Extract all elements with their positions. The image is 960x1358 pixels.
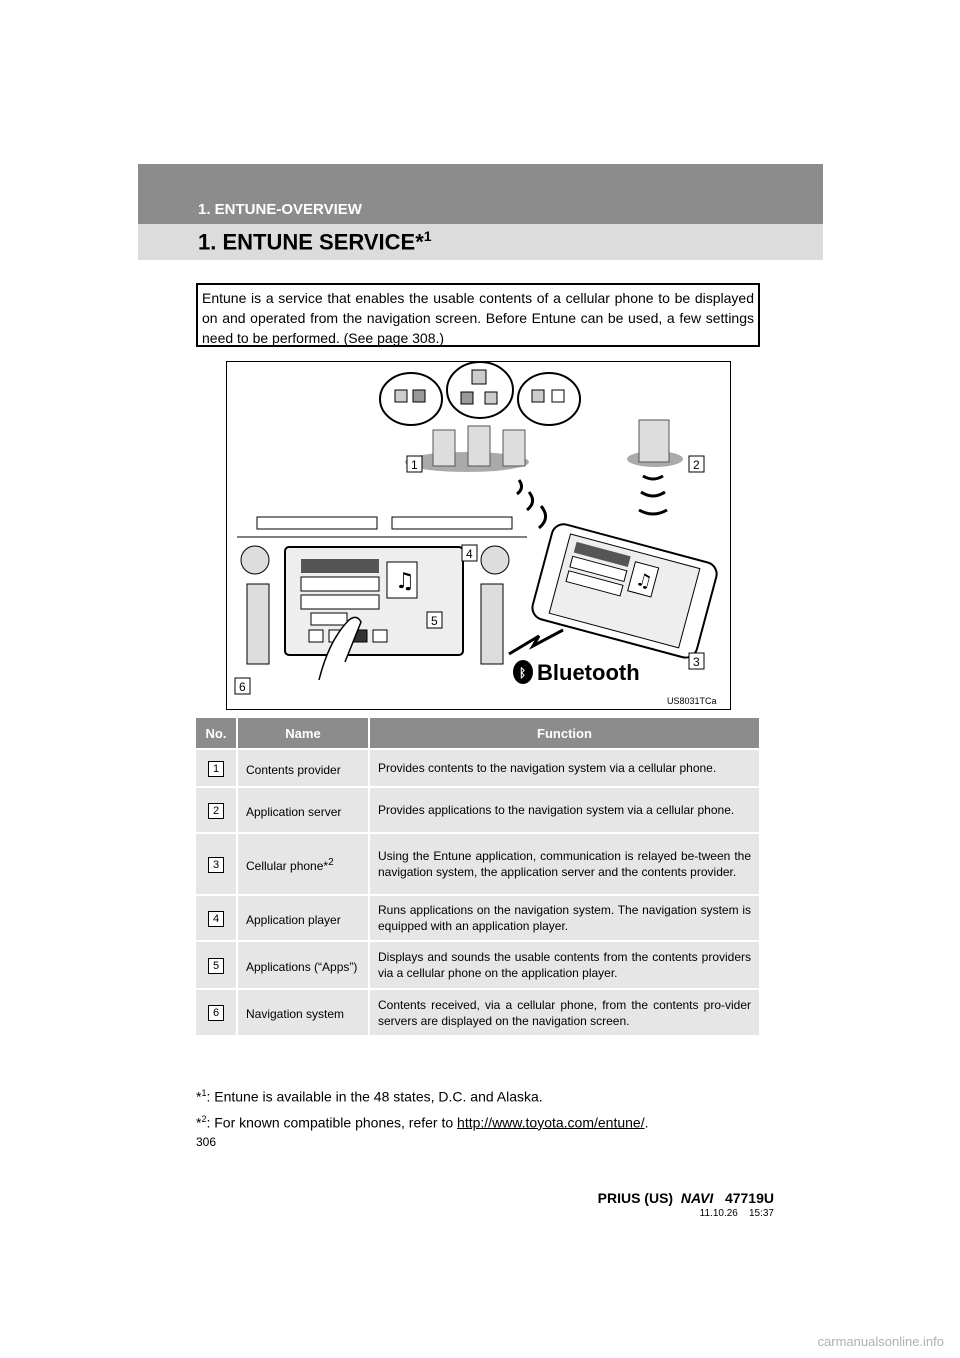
page-title-bar	[138, 224, 823, 260]
illustration-svg	[227, 362, 730, 709]
row-function: Runs applications on the navigation system. The navigation system is equipped with an application player.	[369, 895, 759, 941]
callout-4: 4	[466, 547, 473, 561]
page-title: 1. ENTUNE SERVICE*$^1$	[198, 228, 432, 255]
intro-box: Entune is a service that enables the usable contents of a cellular phone to be displayed on and operated from the navigation screen. Before Entune can be used, a few settings need to be performed. (See page 308.)	[196, 283, 760, 347]
row-name: Navigation system	[237, 989, 369, 1035]
function-table	[196, 718, 759, 1035]
row-function: Contents received, via a cellular phone, from the contents pro-vider servers are displayed on the navigation screen.	[369, 989, 759, 1035]
row-number: 4	[208, 911, 224, 927]
signal-waves	[517, 476, 667, 528]
page-number: 306	[196, 1135, 217, 1149]
section-header-bar	[138, 164, 823, 224]
callout-5: 5	[431, 614, 438, 628]
table-row	[196, 787, 759, 833]
table-row	[196, 989, 759, 1035]
content-bubbles	[380, 362, 580, 425]
application-server-building	[627, 420, 683, 467]
row-name: Cellular phone*$^2$	[237, 833, 369, 895]
footnote-2: *$^2$: For known compatible phones, refer to http://www.toyota.com/entune/.	[196, 1113, 649, 1131]
table-row	[196, 833, 759, 895]
header-no: No.	[196, 718, 237, 749]
contents-provider-buildings	[405, 426, 529, 472]
footer-date: 11.10.26 15:37	[699, 1208, 774, 1219]
row-name: Application server	[237, 787, 369, 833]
table-row	[196, 749, 759, 787]
row-name: Applications (“Apps”)	[237, 941, 369, 989]
header-name: Name	[237, 718, 369, 749]
cellular-phone	[530, 522, 720, 661]
row-number: 1	[208, 761, 224, 777]
row-number: 6	[208, 1005, 224, 1021]
callout-1: 1	[411, 458, 418, 472]
row-number: 2	[208, 803, 224, 819]
row-function: Displays and sounds the usable contents from the contents providers via a cellular phone on the application player.	[369, 941, 759, 989]
callout-6: 6	[239, 680, 246, 694]
table-row	[196, 895, 759, 941]
row-name: Application player	[237, 895, 369, 941]
footnote-1: *$^1$: Entune is available in the 48 states, D.C. and Alaska.	[196, 1088, 543, 1105]
row-number: 5	[208, 958, 224, 974]
callout-2: 2	[693, 458, 700, 472]
entune-link[interactable]: http://www.toyota.com/entune/	[457, 1114, 645, 1131]
watermark: carmanualsonline.info	[817, 1334, 944, 1349]
svg-text:♫: ♫	[633, 568, 655, 594]
header-function: Function	[369, 718, 759, 749]
row-function: Provides applications to the navigation system via a cellular phone.	[369, 787, 759, 833]
row-name: Contents provider	[237, 749, 369, 787]
bluetooth-label: Bluetooth	[537, 660, 640, 685]
footnotes	[196, 1082, 648, 1133]
row-number: 3	[208, 857, 224, 873]
table-row	[196, 941, 759, 989]
entune-illustration	[226, 361, 731, 710]
callout-3: 3	[693, 655, 700, 669]
footer-model: PRIUS (US) NAVI 47719U	[597, 1190, 774, 1206]
row-function: Using the Entune application, communication is relayed be-tween the navigation system, the application server and the contents provider.	[369, 833, 759, 895]
row-function: Provides contents to the navigation system via a cellular phone.	[369, 749, 759, 787]
svg-text:♫: ♫	[395, 569, 415, 594]
svg-text:ᛒ: ᛒ	[519, 666, 527, 680]
section-title: 1. ENTUNE-OVERVIEW	[198, 201, 362, 218]
figure-code: US8031TCa	[667, 696, 717, 706]
table-header-row	[196, 718, 759, 749]
